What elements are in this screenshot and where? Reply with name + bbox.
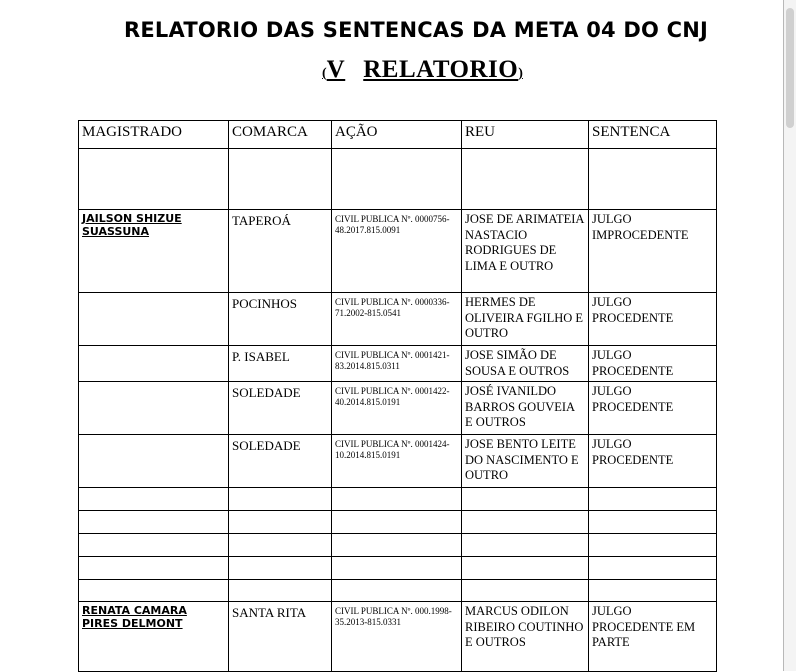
cell-sentenca (589, 488, 717, 511)
table-row (79, 580, 717, 602)
cell-reu (462, 557, 589, 580)
cell-comarca (229, 149, 332, 210)
cell-comarca: P. ISABEL (229, 346, 332, 382)
page-edge (783, 0, 784, 671)
column-header-reu: REU (462, 121, 589, 149)
cell-comarca (229, 580, 332, 602)
cell-sentenca (589, 511, 717, 534)
cell-magistrado (79, 488, 229, 511)
table-row (79, 149, 717, 210)
cell-comarca (229, 488, 332, 511)
subtitle-roman-numeral: V (326, 56, 346, 83)
cell-magistrado (79, 293, 229, 346)
cell-comarca: POCINHOS (229, 293, 332, 346)
cell-sentenca: JULGO IMPROCEDENTE (589, 210, 717, 293)
cell-acao: CIVIL PUBLICA Nº. 0000336-71.2002-815.0541 (332, 293, 462, 346)
cell-comarca (229, 557, 332, 580)
column-header-magistrado: MAGISTRADO (79, 121, 229, 149)
table-row (79, 511, 717, 534)
document-subtitle (322, 56, 523, 84)
document-title: RELATORIO DAS SENTENCAS DA META 04 DO CNJ (124, 18, 708, 42)
cell-magistrado (79, 382, 229, 435)
table-row (79, 557, 717, 580)
column-header-sentenca: SENTENCA (589, 121, 717, 149)
cell-comarca: SOLEDADE (229, 382, 332, 435)
column-header-comarca: COMARCA (229, 121, 332, 149)
cell-acao: CIVIL PUBLICA Nº. 0001421-83.2014.815.0311 (332, 346, 462, 382)
cell-magistrado (79, 210, 229, 293)
cell-sentenca: JULGO PROCEDENTE (589, 435, 717, 488)
cell-reu: JOSE SIMÃO DE SOUSA E OUTROS (462, 346, 589, 382)
cell-reu: MARCUS ODILON RIBEIRO COUTINHO E OUTROS (462, 602, 589, 672)
cell-acao (332, 511, 462, 534)
column-header-acao: AÇÃO (332, 121, 462, 149)
cell-comarca: SOLEDADE (229, 435, 332, 488)
cell-magistrado (79, 346, 229, 382)
cell-magistrado (79, 557, 229, 580)
cell-reu: HERMES DE OLIVEIRA FGILHO E OUTRO (462, 293, 589, 346)
magistrado-name: RENATA CAMARA PIRES DELMONT (82, 604, 187, 630)
cell-reu: JOSÉ IVANILDO BARROS GOUVEIA E OUTROS (462, 382, 589, 435)
sentences-table (78, 120, 717, 672)
table-row (79, 488, 717, 511)
cell-comarca: SANTA RITA (229, 602, 332, 672)
cell-magistrado (79, 580, 229, 602)
cell-reu (462, 149, 589, 210)
cell-reu (462, 534, 589, 557)
cell-reu (462, 580, 589, 602)
table-row (79, 602, 717, 672)
magistrado-name: JAILSON SHIZUE SUASSUNA (82, 212, 182, 238)
table-row (79, 534, 717, 557)
cell-sentenca: JULGO PROCEDENTE EM PARTE (589, 602, 717, 672)
cell-acao: CIVIL PUBLICA Nº. 0001422-40.2014.815.0191 (332, 382, 462, 435)
subtitle-word: RELATORIO (363, 56, 519, 83)
cell-comarca (229, 534, 332, 557)
cell-acao: CIVIL PUBLICA Nº. 0000756-48.2017.815.0091 (332, 210, 462, 293)
cell-reu (462, 511, 589, 534)
cell-acao (332, 580, 462, 602)
cell-acao (332, 534, 462, 557)
cell-magistrado (79, 149, 229, 210)
cell-sentenca (589, 557, 717, 580)
cell-sentenca: JULGO PROCEDENTE (589, 346, 717, 382)
cell-magistrado (79, 602, 229, 672)
table-header-row (79, 121, 717, 149)
table-row (79, 435, 717, 488)
cell-sentenca (589, 149, 717, 210)
cell-acao (332, 557, 462, 580)
cell-comarca: TAPEROÁ (229, 210, 332, 293)
cell-magistrado (79, 511, 229, 534)
table-row (79, 382, 717, 435)
cell-magistrado (79, 435, 229, 488)
cell-sentenca: JULGO PROCEDENTE (589, 293, 717, 346)
cell-reu (462, 488, 589, 511)
cell-sentenca (589, 534, 717, 557)
cell-acao (332, 488, 462, 511)
table-row (79, 210, 717, 293)
cell-comarca (229, 511, 332, 534)
cell-reu: JOSE BENTO LEITE DO NASCIMENTO E OUTRO (462, 435, 589, 488)
cell-magistrado (79, 534, 229, 557)
cell-sentenca: JULGO PROCEDENTE (589, 382, 717, 435)
cell-acao: CIVIL PUBLICA Nº. 000.1998-35.2013-815.0331 (332, 602, 462, 672)
subtitle-close-paren: ) (518, 66, 523, 81)
cell-reu: JOSE DE ARIMATEIA NASTACIO RODRIGUES DE LIMA E OUTRO (462, 210, 589, 293)
table-row (79, 293, 717, 346)
subtitle-open-paren: ( (322, 66, 327, 81)
table-row (79, 346, 717, 382)
cell-acao (332, 149, 462, 210)
cell-sentenca (589, 580, 717, 602)
cell-acao: CIVIL PUBLICA Nº. 0001424-10.2014.815.0191 (332, 435, 462, 488)
